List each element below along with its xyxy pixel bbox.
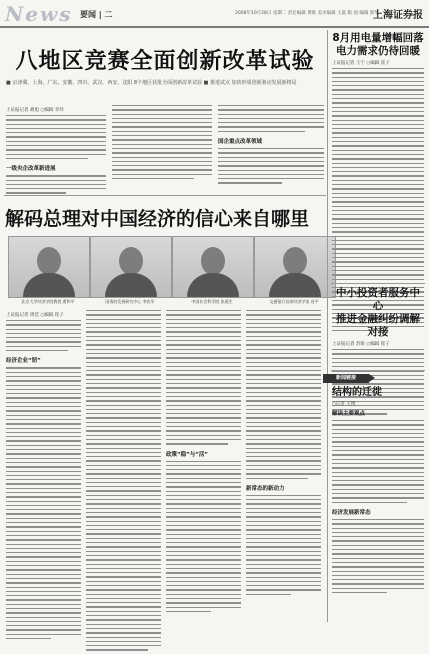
feature-section-2: 政策“稳”与“活” xyxy=(166,451,208,458)
lead-col-1-text xyxy=(6,115,106,162)
side3-section-1: 解读主要观点 xyxy=(332,411,366,417)
column-divider xyxy=(327,30,328,622)
feature-section-3: 新常态的新动力 xyxy=(246,485,285,492)
news-link-tag-arrow-icon xyxy=(369,374,375,382)
lead-headline: 八地区竞赛全面创新改革试验 xyxy=(15,49,315,74)
masthead xyxy=(0,0,429,28)
side3-headline: 结构的迁徙 xyxy=(332,387,382,398)
feature-byline: 上证报记者 周佳 ○编辑 崔子 xyxy=(6,313,64,318)
feature-headline: 解码总理对中国经济的信心来自哪里 xyxy=(5,208,310,230)
photo-4 xyxy=(254,236,336,298)
photo-1 xyxy=(8,236,90,298)
news-link-tag: 新闻链接 xyxy=(323,374,369,383)
page-info: 2008年10月28日 星期二 责任编辑 黄耿 美术编辑 王震 版 面 编辑 郭华 xyxy=(235,11,379,16)
lead-subhead xyxy=(6,80,324,87)
lead-subhead-text: ■ 京津冀、上海、广东、安徽、四川、武汉、西安、沈阳 8个地区获批全面创新改革试验 ■ 推进试点 加快形成创新驱动发展新格局 xyxy=(6,80,297,86)
side-divider-2 xyxy=(331,370,425,371)
photo-caption-4: 交通银行首席经济学家 连平 xyxy=(269,299,319,304)
section-label: 要闻 | 二 xyxy=(80,10,113,19)
photo-caption-3: 中国社会科学院 张燕生 xyxy=(191,299,233,304)
photo-caption-2: 国务院发展研究中心 李佐军 xyxy=(105,299,155,304)
feature-col-3 xyxy=(166,310,241,615)
lead-col-3-text xyxy=(218,105,324,135)
feature-article xyxy=(5,204,325,231)
side3-text xyxy=(332,420,424,506)
side1-byline: 上证报记者 王宁 ○编辑 崔子 xyxy=(332,61,390,66)
feature-col-3-text xyxy=(166,310,241,448)
side3-byline: ○记者 王博 xyxy=(332,402,356,407)
feature-section-1: 经济企业“韧” xyxy=(6,358,41,365)
lead-col-2-text xyxy=(112,105,212,182)
feature-col-4-text xyxy=(246,310,321,482)
photo-2 xyxy=(90,236,172,298)
lead-section-1: 一级央企改革新进展 xyxy=(6,166,56,173)
feature-col-1-text xyxy=(6,320,81,354)
lead-col-1-text-2 xyxy=(6,175,106,196)
feature-col-3-text-2 xyxy=(166,461,241,616)
lead-col-2 xyxy=(112,105,212,182)
lead-col-3-text-2 xyxy=(218,148,324,187)
side1-headline-line-1: 8月用电量增幅回落 xyxy=(332,32,424,44)
side3-text-2 xyxy=(332,519,424,596)
photo-3 xyxy=(172,236,254,298)
photo-caption-1: 北京大学经济学院教授 曹和平 xyxy=(21,299,75,304)
side-article-3 xyxy=(332,386,424,596)
paper-logo: 上海证券报 xyxy=(373,10,423,21)
feature-col-4 xyxy=(246,310,321,598)
lead-col-3 xyxy=(218,105,324,187)
side2-byline: 上证报记者 苏锐 ○编辑 崔子 xyxy=(332,342,390,347)
feature-col-2-text xyxy=(86,310,161,654)
lead-col-1 xyxy=(6,105,106,197)
feature-col-1-text-2 xyxy=(6,367,81,642)
side2-headline-line-2: 推进金融纠纷调解对接 xyxy=(336,313,420,338)
side-divider-1 xyxy=(331,283,425,284)
feature-col-2 xyxy=(86,310,161,654)
feature-col-1 xyxy=(6,310,81,642)
side3-section-2: 经济发展新常态 xyxy=(332,509,371,516)
divider xyxy=(4,195,326,196)
lead-byline: 上证报记者 胡旭 ○编辑 李玲 xyxy=(6,108,64,113)
lead-article xyxy=(5,44,325,75)
news-logo: News xyxy=(5,2,73,26)
side1-headline-line-2: 电力需求仍待回暖 xyxy=(336,45,420,57)
feature-col-4-text-2 xyxy=(246,495,321,598)
side2-headline-line-1: 中小投资者服务中心 xyxy=(336,287,420,312)
lead-section-2: 国企重点改革领域 xyxy=(218,139,263,146)
